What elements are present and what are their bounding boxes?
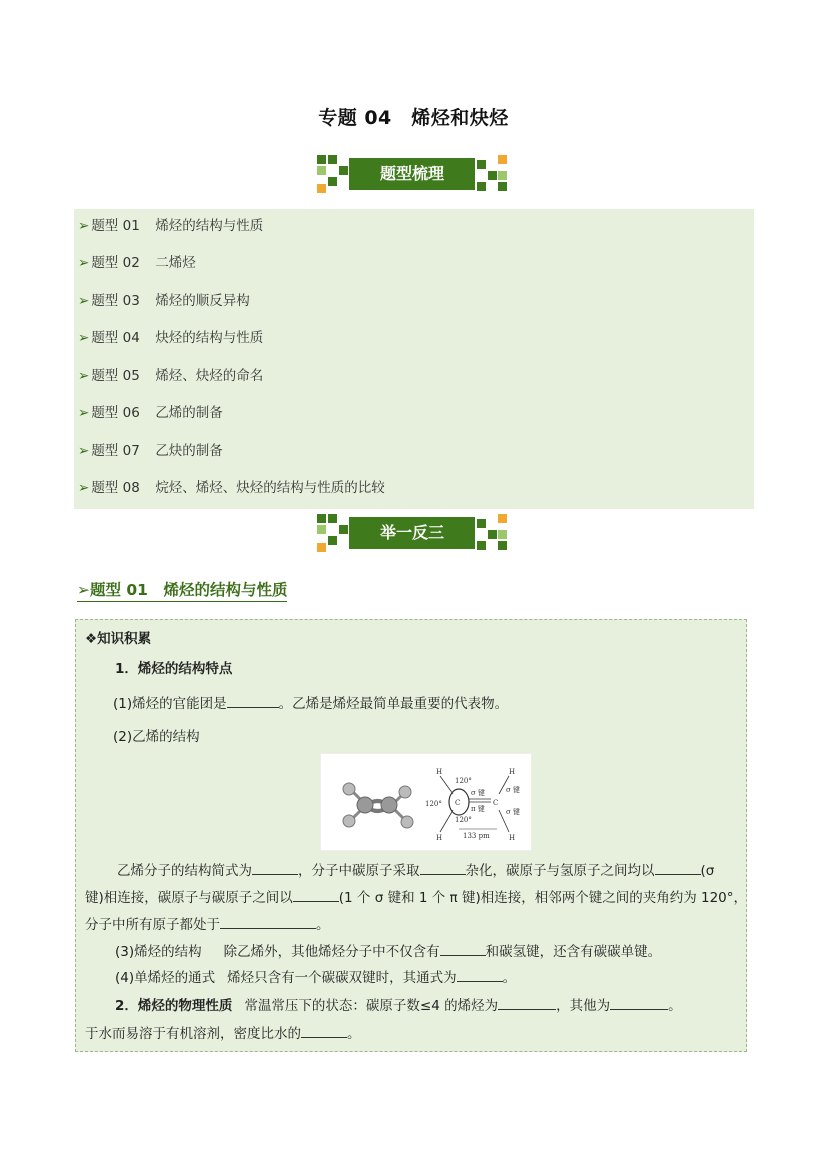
fill-blank[interactable] <box>227 693 279 708</box>
topic-list <box>74 209 754 509</box>
fill-blank[interactable] <box>457 967 503 982</box>
fill-blank[interactable] <box>498 995 556 1010</box>
paragraph: (2)乙烯的结构 <box>113 729 200 745</box>
list-item[interactable]: ➢ 题型 06 乙烯的制备 <box>78 405 223 421</box>
fig-sigma-label: σ 键 <box>506 786 521 794</box>
heading-structure: 1．烯烃的结构特点 <box>115 661 233 677</box>
list-item[interactable]: ➢ 题型 05 烯烃、炔烃的命名 <box>78 368 264 384</box>
fill-blank[interactable] <box>220 914 316 929</box>
list-item[interactable]: ➢ 题型 07 乙炔的制备 <box>78 443 223 459</box>
arrow-icon: ➢ <box>78 443 90 459</box>
paragraph: 乙烯分子的结构简式为 ，分子中碳原子采取 杂化，碳原子与氢原子之间均以 (σ <box>117 859 714 879</box>
list-item[interactable]: ➢ 题型 01 烯烃的结构与性质 <box>78 218 264 234</box>
fill-blank[interactable] <box>301 1023 347 1038</box>
knowledge-box-title: ❖知识积累 <box>85 631 152 647</box>
paragraph: 2．烯烃的物理性质 常温常压下的状态：碳原子数≤4 的烯烃为 ，其他为 。 <box>115 994 682 1014</box>
arrow-icon: ➢ <box>78 480 90 496</box>
paragraph: (1)烯烃的官能团是 。乙烯是烯烃最简单最重要的代表物。 <box>113 692 508 712</box>
banner-label: 举一反三 <box>349 517 475 549</box>
section-banner-practice <box>317 514 507 552</box>
arrow-icon: ➢ <box>78 330 90 346</box>
arrow-icon: ➢ <box>78 368 90 384</box>
fig-h-label: H <box>509 834 516 842</box>
section-banner-overview <box>317 155 507 193</box>
page-title: 专题 04 烯烃和炔烃 <box>318 107 509 129</box>
arrow-icon: ➢ <box>78 293 90 309</box>
arrow-icon: ➢ <box>78 405 90 421</box>
fill-blank[interactable] <box>440 941 486 956</box>
fill-blank[interactable] <box>293 887 339 902</box>
banner-label: 题型梳理 <box>349 158 475 190</box>
fig-c-label: C <box>455 799 461 807</box>
list-item[interactable]: ➢ 题型 02 二烯烃 <box>78 255 196 271</box>
fig-length-label: 133 pm <box>463 832 490 840</box>
arrow-icon: ➢ <box>77 581 90 599</box>
fig-pi-label: π 键 <box>471 805 485 813</box>
fill-blank[interactable] <box>252 860 298 875</box>
list-item[interactable]: ➢ 题型 04 炔烃的结构与性质 <box>78 330 264 346</box>
fig-h-label: H <box>436 834 443 842</box>
paragraph: 键)相连接，碳原子与碳原子之间以 (1 个 σ 键和 1 个 π 键)相连接，相邻两个键之间的夹角约为 120°， <box>85 886 747 906</box>
paragraph: 分子中所有原子都处于 。 <box>85 913 330 933</box>
ethylene-structure-figure <box>320 753 532 851</box>
paragraph: (3)烯烃的结构 除乙烯外，其他烯烃分子中不仅含有 和碳氢键，还含有碳碳单键。 <box>115 940 661 960</box>
fill-blank[interactable] <box>610 995 668 1010</box>
fig-angle-label: 120° <box>455 777 472 785</box>
fig-angle-label: 120° <box>425 800 442 808</box>
fig-sigma-label: σ 键 <box>506 808 521 816</box>
diamond-icon: ❖ <box>85 631 98 647</box>
arrow-icon: ➢ <box>78 255 90 271</box>
fig-angle-label: 120° <box>455 816 472 824</box>
fig-c-label: C <box>493 799 499 807</box>
paragraph: 于水而易溶于有机溶剂，密度比水的 。 <box>85 1022 361 1042</box>
list-item[interactable]: ➢ 题型 03 烯烃的顺反异构 <box>78 293 250 309</box>
arrow-icon: ➢ <box>78 218 90 234</box>
fill-blank[interactable] <box>655 860 701 875</box>
fig-sigma-label: σ 键 <box>471 789 486 797</box>
paragraph: (4)单烯烃的通式 烯烃只含有一个碳碳双键时，其通式为 。 <box>115 966 516 986</box>
list-item[interactable]: ➢ 题型 08 烷烃、烯烃、炔烃的结构与性质的比较 <box>78 480 385 496</box>
section-heading: ➢题型 01 烯烃的结构与性质 <box>77 578 287 602</box>
fill-blank[interactable] <box>420 860 466 875</box>
fig-h-label: H <box>436 768 443 776</box>
fig-h-label: H <box>509 768 516 776</box>
ethylene-model-svg <box>321 754 531 850</box>
